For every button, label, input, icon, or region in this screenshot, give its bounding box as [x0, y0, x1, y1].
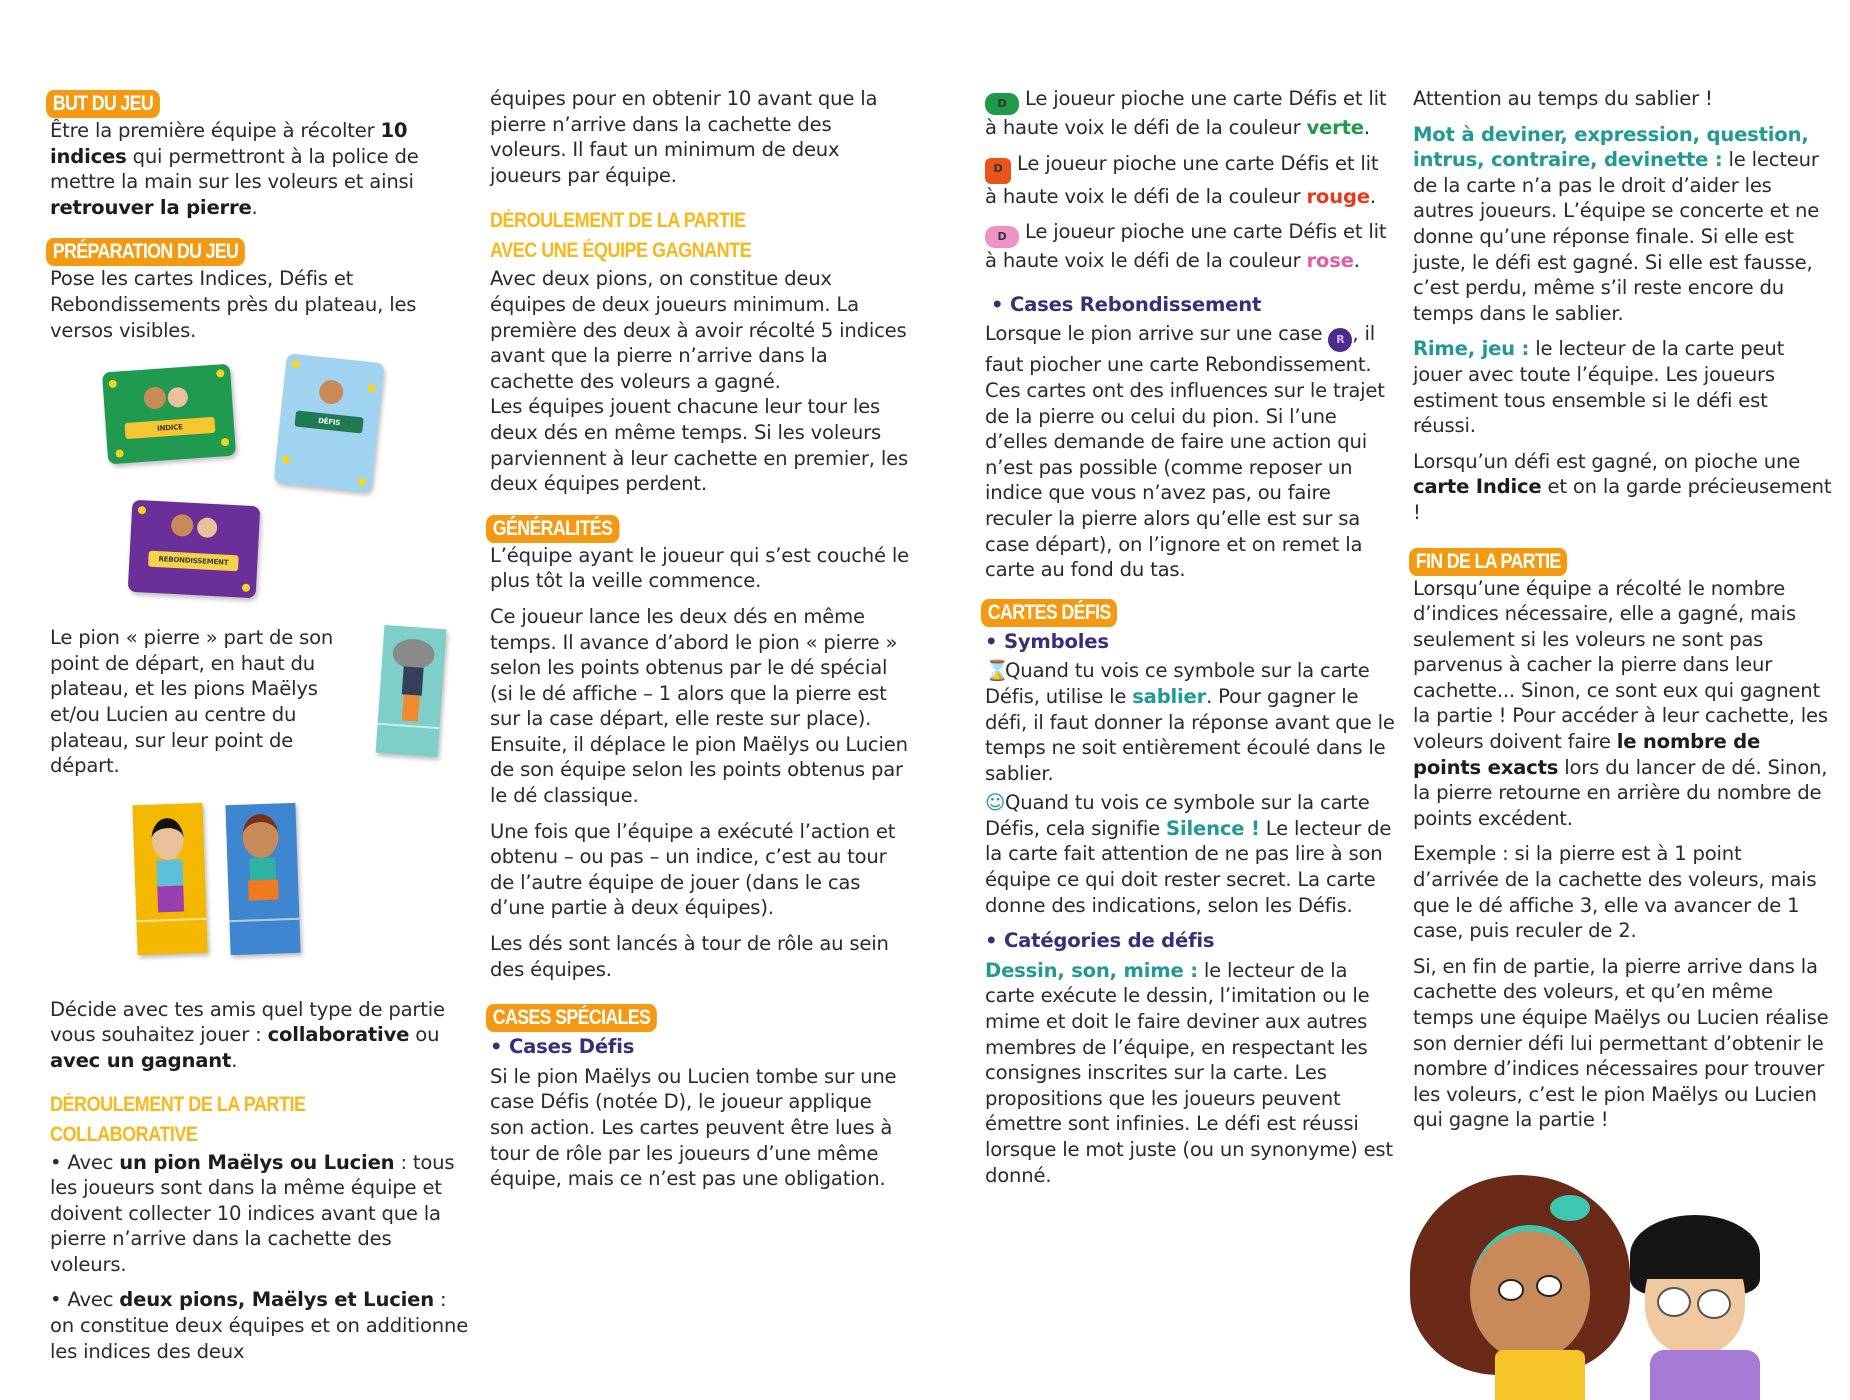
cases-defis-text: Si le pion Maëlys ou Lucien tombe sur une case Défis (notée D), le joueur applique son action. Les cartes peuvent être lues à tour de rôle par les joueurs d’une même équipe, mais ce n’est pas une obligation. — [490, 1064, 897, 1191]
but-du-jeu-text: Être la première équipe à récolter 10 indices qui permettront à la police de mettre la main sur les voleurs et ainsi retrouver la pierre. — [50, 119, 419, 219]
mot-text: Mot à deviner, expression, question, intrus, contraire, devinette : le lecteur de la carte n’a pas le droit d’aider les autres joueurs. L’équipe se concerte et ne donne qu’une réponse finale. Si elle est juste, le défi est gagné. Si elle est fausse, c’est perdu, même s’il reste encore du temps dans le sablier. — [1413, 122, 1820, 325]
pion-text: Le pion « pierre » part de son point de départ, en haut du plateau, et les pions Maëlys et/ou Lucien au centre du plateau, sur leur point de départ. — [50, 626, 334, 778]
final-text: Si, en fin de partie, la pierre arrive dans la cachette des voleurs, et qu’en même temps une équipe Maëlys ou Lucien réalise son dernier défi lui permettant d’obtenir le nombre d’indices nécessaires pour trouver les voleurs, c’est le pion Maëlys ou Lucien qui gagne la partie ! — [1413, 954, 1829, 1132]
kid-illustration — [171, 514, 194, 537]
lucien-shirt — [1650, 1350, 1760, 1400]
column-4 — [1413, 86, 1833, 1143]
gagnante-text-1: Avec deux pions, on constitue deux équipes de deux joueurs minimum. La première des deux à avoir récolté 5 indices avant que la pierre n’arrive dans la cachette des voleurs a gagné. — [490, 267, 907, 393]
decide-text: Décide avec tes amis quel type de partie vous souhaitez jouer : collaborative ou avec un gagnant. — [50, 997, 445, 1072]
section-title-but-du-jeu: BUT DU JEU — [46, 90, 160, 118]
generalites-text-2: Ce joueur lance les deux dés en même temps. Il avance d’abord le pion « pierre » selon les points obtenus par le dé spécial (si le dé affiche – 1 alors que la pierre est sur la case départ, elle reste sur place). Ensuite, il déplace le pion Maëlys ou Lucien de son équipe selon les points obtenus par le dé classique. — [490, 604, 908, 808]
red-defi-square-icon: D — [985, 158, 1011, 184]
subheading-categories: • Catégories de défis — [985, 929, 1215, 953]
continued-text: équipes pour en obtenir 10 avant que la pierre n’arrive dans la cachette des voleurs. Il faut un minimum de deux joueurs par équipe. — [490, 87, 878, 187]
collab-bullet-2: • Avec deux pions, Maëlys et Lucien : on constitue deux équipes et on additionne les indices des deux — [50, 1288, 469, 1363]
lucien-face — [1645, 1245, 1745, 1355]
rebondissement-star-icon: R — [1328, 328, 1352, 352]
generalites-text-1: L’équipe ayant le joueur qui s’est couché le plus tôt la veille commence. — [490, 543, 909, 593]
lucien-pawn — [132, 803, 207, 955]
defis-card-label: DÉFIS — [294, 411, 364, 434]
maelys-pawn — [225, 803, 300, 955]
defi-green-text: D Le joueur pioche une carte Défis et lit à haute voix le défi de la couleur verte. — [985, 87, 1387, 139]
subheading-symboles: • Symboles — [985, 629, 1109, 653]
dessin-text: Dessin, son, mime : le lecteur de la carte exécute le dessin, l’imitation ou le mime et doit le faire deviner aux autres membres de l’équipe, en respectant les consignes inscrites sur la carte. Les propositions que les joueurs peuvent émettre sont infinies. Le défi est réussi lorsque le mot juste (ou un synonyme) est donné. — [985, 958, 1393, 1187]
kid-illustration — [197, 517, 218, 538]
pawns-illustration — [50, 804, 470, 979]
generalites-text-3: Une fois que l’équipe a exécuté l’action et obtenu – ou pas – un indice, c’est au tour de l’autre équipe de jouer (dans le cas d’une partie à deux équipes). — [490, 819, 896, 920]
subheading-cases-defis: • Cases Défis — [490, 1035, 635, 1059]
attention-text: Attention au temps du sablier ! — [1413, 87, 1713, 110]
silence-text: ☺Quand tu vois ce symbole sur la carte Défis, cela signifie Silence ! Le lecteur de la carte fait attention de ne pas lire à son équipe ce qui doit rester secret. La carte donne des indications, selon les Défis. — [985, 791, 1392, 917]
maelys-overalls — [1495, 1350, 1585, 1400]
section-title-generalites: GÉNÉRALITÉS — [486, 515, 619, 543]
gagne-text: Lorsqu’un défi est gagné, on pioche une carte Indice et on la garde précieusement ! — [1413, 449, 1832, 524]
kid-illustration — [318, 379, 344, 405]
silence-face-icon: ☺ — [985, 791, 1006, 815]
collab-bullet-1: • Avec un pion Maëlys ou Lucien : tous les joueurs sont dans la même équipe et doivent collecter 10 indices avant que la pierre n’arrive dans la cachette des voleurs. — [50, 1150, 455, 1276]
maelys-lucien-illustration — [1400, 1165, 1820, 1400]
kid-illustration — [143, 386, 166, 409]
hourglass-icon: ⌛ — [985, 659, 1010, 683]
rebondissement-card-label: REBONDISSEMENT — [148, 551, 238, 572]
column-1 — [50, 86, 470, 1374]
pion-section — [50, 625, 470, 779]
section-title-cartes-defis: CARTES DÉFIS — [981, 599, 1117, 627]
defi-pink-text: D Le joueur pioche une carte Défis et lit à haute voix le défi de la couleur rose. — [985, 220, 1387, 273]
defis-card-back — [273, 353, 384, 493]
column-3 — [985, 86, 1395, 1198]
maelys-bow — [1550, 1195, 1590, 1221]
subheading-cases-rebondissement: • Cases Rebondissement — [991, 292, 1262, 316]
fin-text: Lorsqu’une équipe a récolté le nombre d’indices nécessaire, elle a gagné, mais seulement si les voleurs ne sont pas parvenus à cacher la pierre dans leur cachette... Sinon, ce sont eux qui gagnent la partie ! Pour accéder à leur cachette, les voleurs doivent faire le nombre de points exacts lors du lancer de dé. Sinon, la pierre retourne en arrière du nombre de points excédent. — [1413, 576, 1828, 830]
section-title-preparation: PRÉPARATION DU JEU — [46, 238, 245, 266]
section-title-gagnante-2: AVEC UNE ÉQUIPE GAGNANTE — [490, 239, 752, 263]
section-title-gagnante-1: DÉROULEMENT DE LA PARTIE — [490, 209, 746, 233]
rime-text: Rime, jeu : le lecteur de la carte peut jouer avec toute l’équipe. Les joueurs estiment tous ensemble si le défi est réussi. — [1413, 337, 1785, 438]
rebondissement-card-back — [128, 500, 261, 599]
kid-illustration — [167, 387, 188, 408]
maelys-face — [1470, 1225, 1590, 1361]
green-defi-square-icon: D — [985, 93, 1019, 115]
sablier-text: ⌛Quand tu vois ce symbole sur la carte Défis, utilise le sablier. Pour gagner le défi, il faut donner la réponse avant que le temps ne soit entièrement écoulé dans le sablier. — [985, 659, 1395, 785]
preparation-text: Pose les cartes Indices, Défis et Rebondissements près du plateau, les versos visibles. — [50, 267, 417, 342]
pink-defi-square-icon: D — [985, 226, 1019, 248]
rebondissement-text: Lorsque le pion arrive sur une case R , il faut piocher une carte Rebondissement. Ces cartes ont des influences sur le trajet de la pierre ou celui du pion. Si l’une d’elles demande de faire une action qui n’est pas possible (comme reposer un indice que vous n’avez pas, ou faire reculer la pierre alors qu’elle est sur sa case départ), on l’ignore et on remet la carte au fond du tas. — [985, 322, 1385, 582]
section-title-fin-de-la-partie: FIN DE LA PARTIE — [1409, 548, 1567, 576]
exemple-text: Exemple : si la pierre est à 1 point d’arrivée de la cachette des voleurs, mais que le dé affiche 3, elle va avancer de 1 case, puis reculer de 2. — [1413, 842, 1817, 943]
section-title-cases-speciales: CASES SPÉCIALES — [486, 1004, 657, 1032]
indice-card-back — [102, 364, 236, 465]
generalites-text-4: Les dés sont lancés à tour de rôle au sein des équipes. — [490, 932, 889, 981]
indice-card-label: INDICE — [125, 417, 216, 439]
cards-illustration — [50, 353, 470, 603]
column-2 — [490, 86, 910, 1202]
section-title-collaborative-2: COLLABORATIVE — [50, 1122, 198, 1146]
defi-red-text: D Le joueur pioche une carte Défis et lit à haute voix le défi de la couleur rouge. — [985, 151, 1379, 208]
gagnante-text-2: Les équipes jouent chacune leur tour les deux dés en même temps. Si les voleurs parviennent à leur cachette en premier, les deux équipes perdent. — [490, 395, 908, 496]
section-title-collaborative-1: DÉROULEMENT DE LA PARTIE — [50, 1092, 306, 1116]
stone-pawn-illustration — [376, 625, 447, 757]
